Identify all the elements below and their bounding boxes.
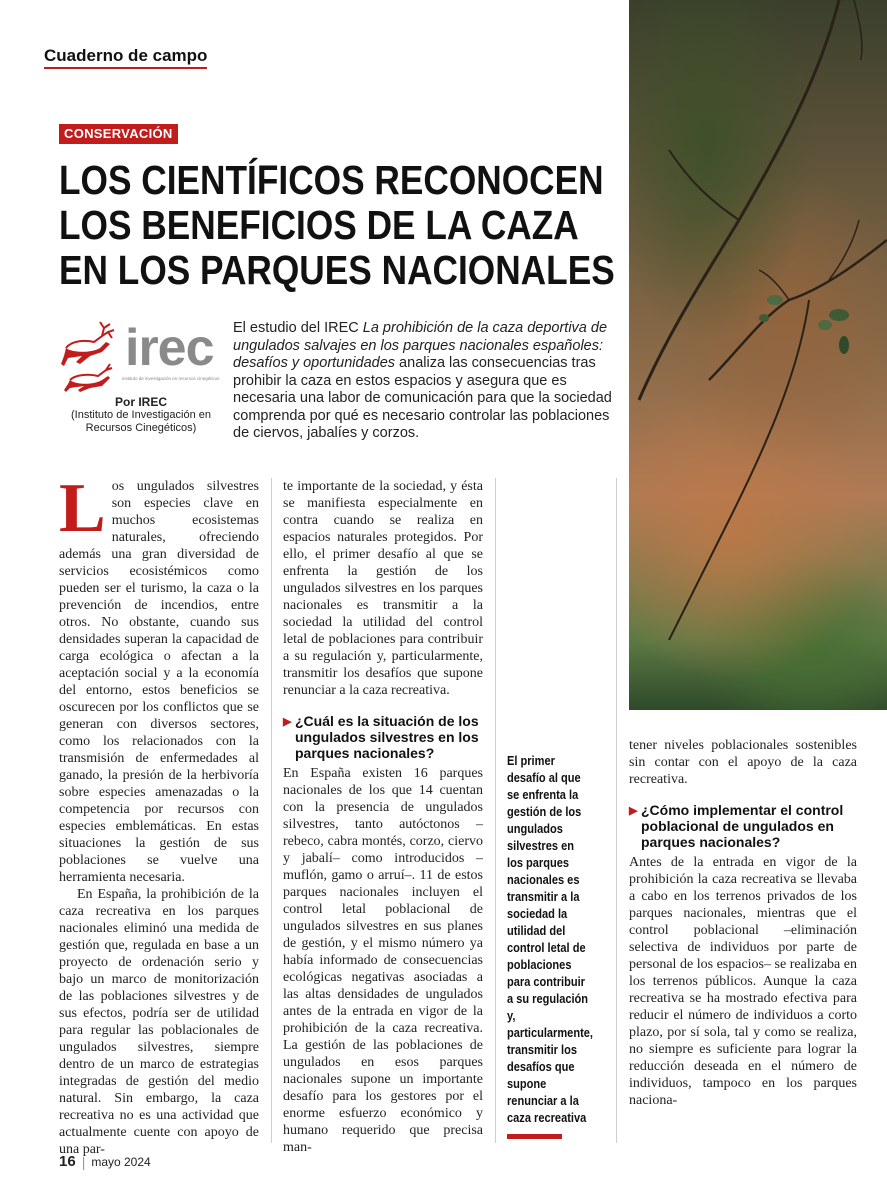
byline-org: (Instituto de Investigación en Recursos Cinegéticos) (70, 409, 212, 434)
body-paragraph: os ungulados silvestres son especies clave en muchos ecosistemas naturales, ofreciendo además una gran diversidad de servicios ecosistémicos como pueden ser el turismo, la caza o la prevención de incendios, entre otros. No obstante, cuando sus densidades superan la capacidad de carga ecológica o afectan a la aceptación social y a la economía del entorno, estos beneficios se oscurecen por los conflictos que se generan con diversos sectores, como los relacionados con la transmisión de enfermedades al ganado, la presión de la herbivoría sobre especies amenazadas o la competencia por recursos con especies emblemáticas. En estas situaciones la gestión de sus poblaciones se vuelve una herramienta necesaria. (59, 479, 259, 885)
body-paragraph: En España existen 16 parques nacionales de los que 14 cuentan con la presencia de ungulados silvestres, tanto autóctonos –rebeco, cabra montés, corzo, ciervo y jabalí– como introducidos –muflón, gamo o arruí–. 11 de estos parques nacionales incluyen el control letal poblacional de ungulados silvestres en sus planes de gestión, y el mismo número ya había informado de consecuencias ecológicas negativas asociadas a las altas densidades de ungulados antes de la entrada en vigor de la prohibición de la caza recreativa. La gestión de las poblaciones de ungulados en esos parques nacionales supone un importante desafío para los gestores por el enorme esfuerzo económico y humano requerido que precisa man- (283, 766, 483, 1155)
category-tag: CONSERVACIÓN (59, 124, 178, 144)
drop-cap: L (59, 470, 106, 547)
byline (60, 396, 222, 435)
article-headline (59, 157, 615, 293)
subheading-text: ¿Cómo implementar el control poblacional de ungulados en parques nacionales? (641, 802, 844, 850)
issue-date: mayo 2024 (91, 1154, 151, 1169)
lead-paragraph (233, 320, 625, 443)
headline-line-1: LOS CIENTÍFICOS RECONOCEN (59, 157, 604, 203)
lead-study-title: La prohibición de la caza deportiva de ungulados salvajes en los parques nacionales españoles: desafíos y oportunidades (233, 320, 608, 371)
lead-pre: El estudio del IREC (233, 320, 363, 336)
logo-subtitle: instituto de investigación en recursos cinegéticos (122, 376, 220, 381)
branches-illustration (629, 0, 887, 710)
subheading (283, 713, 483, 761)
subheading (629, 802, 857, 850)
column-divider (271, 478, 272, 1143)
lead-post: analiza las consecuencias tras prohibir la caza en estos espacios y asegura que es necesaria una labor de comunicación para que la sociedad comprenda por qué es necesario controlar las poblaciones de ciervos, jabalíes y corzos. (233, 355, 612, 441)
logo-wordmark: irec (125, 319, 214, 377)
column-divider (495, 478, 496, 1143)
section-label: Cuaderno de campo (44, 46, 207, 69)
footer-separator: | (81, 1153, 86, 1170)
nature-photo (629, 0, 887, 710)
deer-icon (60, 318, 122, 394)
body-paragraph: te importante de la sociedad, y ésta se manifiesta especialmente en contra cuando se realiza en espacios naturales protegidos. Por ello, el primer desafío al que se enfrenta la gestión de los ungulados silvestres en los parques nacionales es transmitir a la sociedad la utilidad del control letal de poblaciones para contribuir a su regulación y, particularmente, transmitir los desafíos que supone renunciar a la caza recreativa. (283, 479, 483, 698)
page-number: 16 (59, 1153, 76, 1170)
triangle-right-icon: ▶ (629, 805, 638, 817)
pull-quote: El primer desafío al que se enfrenta la gestión de los ungulados silvestres en los parques nacionales es transmitir a la sociedad la utilidad del control letal de poblaciones para contribuir a su regulación y, particularmente, transmitir los desafíos que supone renunciar a la caza recreativa (507, 753, 593, 1125)
byline-author: Por IREC (114, 395, 167, 409)
body-column-2 (283, 478, 483, 1156)
column-divider (616, 478, 617, 1143)
body-paragraph: Antes de la entrada en vigor de la prohibición la caza recreativa se llevaba a cabo en los terrenos privados de los parques nacionales, mientras que el control poblacional –eliminación selectiva de individuos por parte de personal de los espacios– se realizaba en los terrenos públicos. Aunque la caza recreativa se ha mostrado efectiva para reducir el número de individuos a corto plazo, por sí sola, tal y como se realiza, no siempre es suficiente para lograr la reducción deseada en el número de individuos, tampoco en los parques naciona- (629, 855, 857, 1108)
subheading-text: ¿Cuál es la situación de los ungulados silvestres en los parques nacionales? (295, 713, 479, 761)
body-column-4 (629, 737, 857, 1109)
body-paragraph: tener niveles poblacionales sostenibles sin contar con el apoyo de la caza recreativa. (629, 738, 857, 787)
pull-quote-bar (507, 1134, 562, 1139)
page-footer (59, 1153, 151, 1170)
headline-line-2: LOS BENEFICIOS DE LA CAZA (59, 202, 579, 248)
triangle-right-icon: ▶ (283, 716, 292, 728)
headline-line-3: EN LOS PARQUES NACIONALES (59, 247, 615, 293)
body-column-1 (59, 470, 259, 1158)
irec-logo (60, 318, 220, 394)
body-paragraph: En España, la prohibición de la caza recreativa en los parques nacionales eliminó una medida de gestión que, regulada en base a un proyecto de ordenación serio y bajo un marco de monitorización de las poblaciones silvestres y de sus efectos, podría ser de utilidad para regular las poblacionales de ungulados silvestres, siempre dentro de un marco de estrategias integradas de gestión del medio natural. Sin embargo, la caza recreativa no es una actividad que actualmente cuente con apoyo de una par- (59, 887, 259, 1157)
